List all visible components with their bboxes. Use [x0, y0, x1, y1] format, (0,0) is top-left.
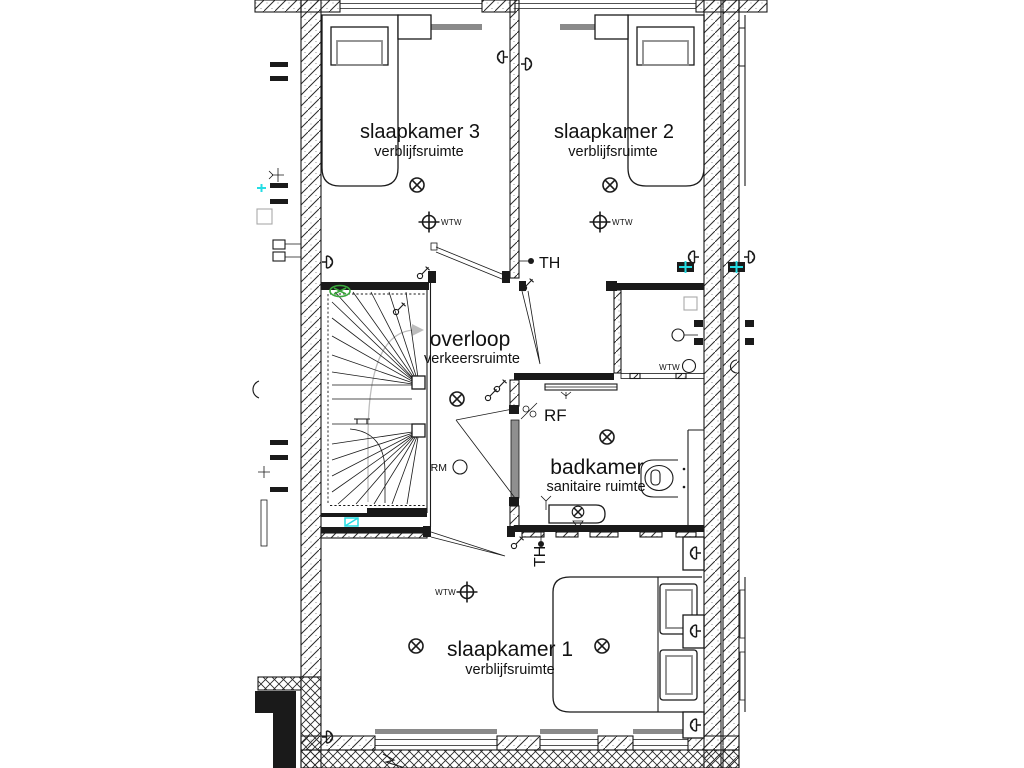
rm-label: RM — [430, 462, 447, 474]
badkamer-west-stub — [510, 506, 519, 527]
room-type-slaapkamer2: verblijfsruimte — [568, 144, 658, 160]
top-wall-pier — [301, 0, 340, 12]
th-label-bottom: TH — [532, 545, 549, 567]
wtw-label-techroom: WTW — [659, 363, 680, 372]
door-post — [428, 271, 436, 283]
wall-fixture — [694, 338, 703, 345]
bottom-wall-pier — [598, 736, 633, 750]
stair-bottom-wall — [321, 513, 427, 517]
th-label-top: TH — [539, 255, 561, 272]
sill-sk1-b — [540, 729, 598, 734]
newel-post — [412, 376, 425, 389]
top-wall-pier — [696, 0, 739, 12]
badkamer-west-stub — [510, 380, 519, 406]
door-post — [502, 271, 510, 283]
pillow-sk2 — [637, 27, 694, 65]
room-type-slaapkamer1: verblijfsruimte — [465, 662, 555, 678]
room-type-badkamer: sanitaire ruimte — [546, 479, 646, 495]
bottom-insulation-band — [301, 750, 739, 768]
door-post — [509, 497, 519, 506]
left-wall-hatched — [301, 0, 321, 677]
room-name-slaapkamer3: slaapkamer 3 — [359, 121, 481, 143]
wall-tick — [556, 532, 578, 537]
room-name-slaapkamer1: slaapkamer 1 — [446, 638, 574, 661]
wall-tick — [630, 374, 640, 379]
left-wall-stub — [258, 677, 301, 690]
sk1-north-wall — [321, 527, 430, 533]
top-wall-pier — [739, 0, 767, 12]
wall-fixture — [694, 320, 703, 327]
right-wall-inner-leaf — [704, 0, 721, 768]
badkamer-north-wall — [514, 373, 614, 380]
stair-bottom-wall — [367, 508, 427, 513]
wall-tick — [590, 532, 618, 537]
pillow-sk3 — [331, 27, 388, 65]
nightstand-sk2 — [595, 15, 628, 39]
room-type-slaapkamer3: verblijfsruimte — [374, 144, 464, 160]
door-post — [507, 526, 515, 537]
room-type-overloop: verkeersruimte — [424, 351, 520, 367]
bottom-wall-pier — [497, 736, 540, 750]
newel-post — [412, 424, 425, 437]
room-name-badkamer: badkamer — [550, 456, 644, 479]
techroom-top-wall — [614, 283, 704, 290]
rf-label: RF — [544, 406, 567, 425]
door-post — [423, 526, 431, 537]
badkamer-door-panel — [511, 420, 519, 498]
wtw-label-sk3: WTW — [441, 218, 462, 227]
bottom-wall-pier — [301, 736, 375, 750]
right-wall-outer-leaf — [723, 0, 739, 768]
room-name-slaapkamer2: slaapkamer 2 — [553, 121, 675, 143]
wtw-label-sk2: WTW — [612, 218, 633, 227]
wall-tick — [640, 532, 662, 537]
wtw-label-sk1: WTW — [435, 588, 456, 597]
sk1-north-wall-hatch — [321, 533, 427, 538]
top-wall-pier — [255, 0, 301, 12]
wall-tick — [676, 532, 696, 537]
wall-sk3-sk2 — [510, 0, 519, 278]
room-name-overloop: overloop — [429, 328, 511, 351]
wall-tick — [676, 374, 686, 379]
techroom-left-wall — [614, 290, 621, 373]
nightstand-sk3 — [398, 15, 431, 39]
badkamer-south-wall — [514, 525, 704, 532]
sill-sk1-a — [375, 729, 497, 734]
sill-sk1-c — [633, 729, 688, 734]
